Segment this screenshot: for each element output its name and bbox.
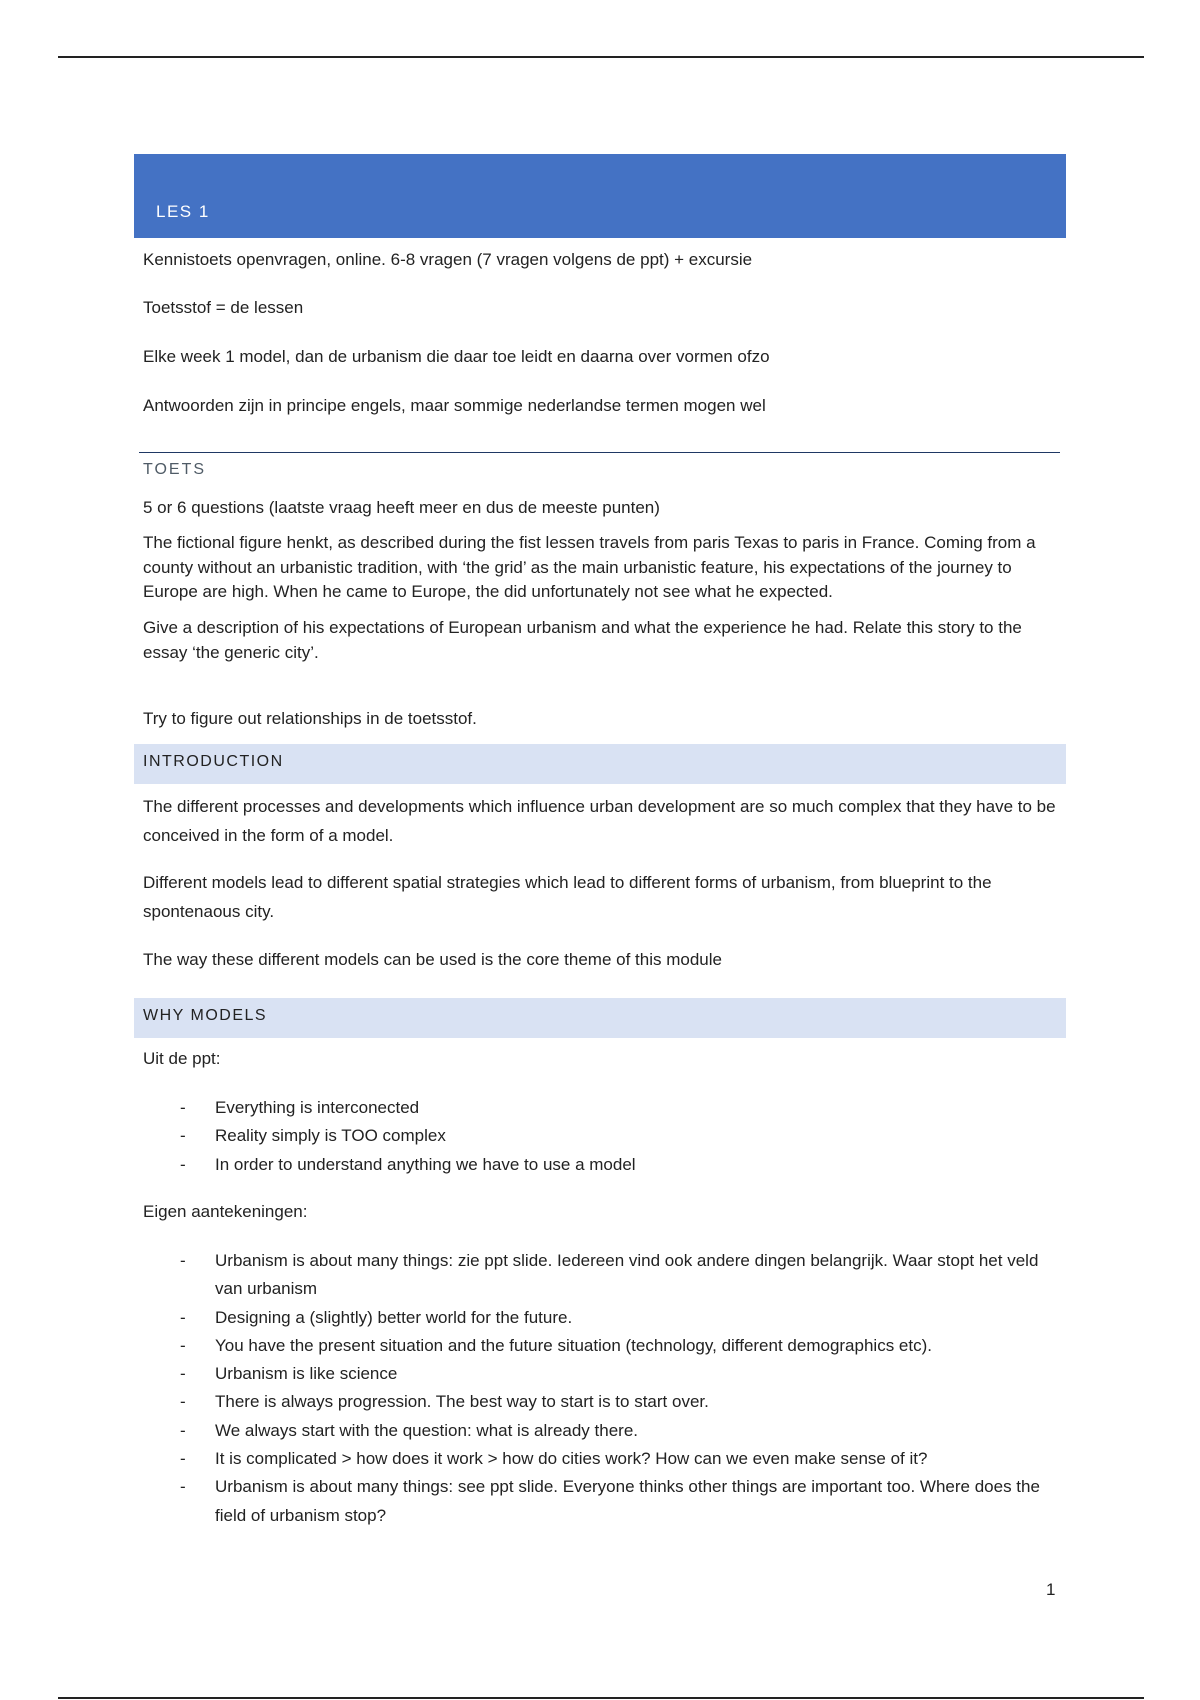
notes-bullet-list (143, 1247, 1063, 1530)
banner-title: LES 1 (156, 202, 210, 221)
list-item: - Urbanism is about many things: zie ppt slide. Iedereen vind ook andere dingen belangrijk. Waar stopt het veld van urbanism (180, 1251, 1039, 1299)
paragraph-story: The fictional figure henkt, as described during the fist lessen travels from paris Texas to paris in France. Coming from a county without an urbanistic tradition, with ‘the grid’ as the main urbanistic feature, his expectations of the journey to Europe are high. When he came to Europe, the did unfortunately not see what he expected. (143, 533, 1036, 601)
list-item: - There is always progression. The best way to start is to start over. (180, 1392, 709, 1412)
list-item: - It is complicated > how does it work > how do cities work? How can we even make sense of it? (180, 1449, 928, 1469)
paragraph-task: Give a description of his expectations of European urbanism and what the experience he had. Relate this story to the essay ‘the generic city’. (143, 618, 1022, 662)
heading-introduction-bar (134, 744, 1066, 784)
paragraph-intro-2: Different models lead to different spatial strategies which lead to different forms of urbanism, from blueprint to the spontenaous city. (143, 873, 992, 921)
page-number: 1 (1046, 1580, 1056, 1599)
paragraph-questions: 5 or 6 questions (laatste vraag heeft meer en dus de meeste punten) (143, 498, 660, 517)
heading-toets: TOETS (143, 461, 207, 478)
heading-why-models: WHY MODELS (143, 1007, 268, 1024)
list-item: - Urbanism is about many things: see ppt slide. Everyone thinks other things are important too. Where does the field of urbanism stop? (180, 1477, 1040, 1525)
list-item: - Reality simply is TOO complex (180, 1126, 446, 1146)
paragraph-tip: Try to figure out relationships in de toetsstof. (143, 709, 477, 728)
paragraph-antwoorden: Antwoorden zijn in principe engels, maar sommige nederlandse termen mogen wel (143, 396, 766, 415)
page-bottom-rule (58, 1697, 1144, 1699)
paragraph-intro-1: The different processes and developments which influence urban development are so much complex that they have to be conceived in the form of a model. (143, 797, 1056, 845)
page-top-rule (58, 56, 1144, 58)
label-eigen-aantekeningen: Eigen aantekeningen: (143, 1202, 308, 1221)
label-uit-de-ppt: Uit de ppt: (143, 1049, 221, 1068)
toets-heading-rule (139, 452, 1060, 453)
heading-why-models-bar (134, 998, 1066, 1038)
paragraph-toetsstof: Toetsstof = de lessen (143, 298, 304, 317)
list-item: - We always start with the question: what is already there. (180, 1420, 638, 1440)
paragraph-intro-3: The way these different models can be used is the core theme of this module (143, 950, 722, 969)
list-item: - Everything is interconected (180, 1098, 420, 1117)
ppt-bullet-list (143, 1094, 1063, 1179)
heading-introduction: INTRODUCTION (143, 753, 284, 770)
list-item: - You have the present situation and the future situation (technology, different demographics etc). (180, 1335, 932, 1355)
paragraph-elke-week: Elke week 1 model, dan de urbanism die daar toe leidt en daarna over vormen ofzo (143, 347, 770, 366)
paragraph-kennistoets: Kennistoets openvragen, online. 6-8 vragen (7 vragen volgens de ppt) + excursie (143, 250, 753, 269)
list-item: - Urbanism is like science (180, 1364, 398, 1384)
list-item: - In order to understand anything we have to use a model (180, 1154, 636, 1174)
section-banner-les1 (134, 154, 1066, 238)
list-item: - Designing a (slightly) better world for the future. (180, 1307, 573, 1327)
